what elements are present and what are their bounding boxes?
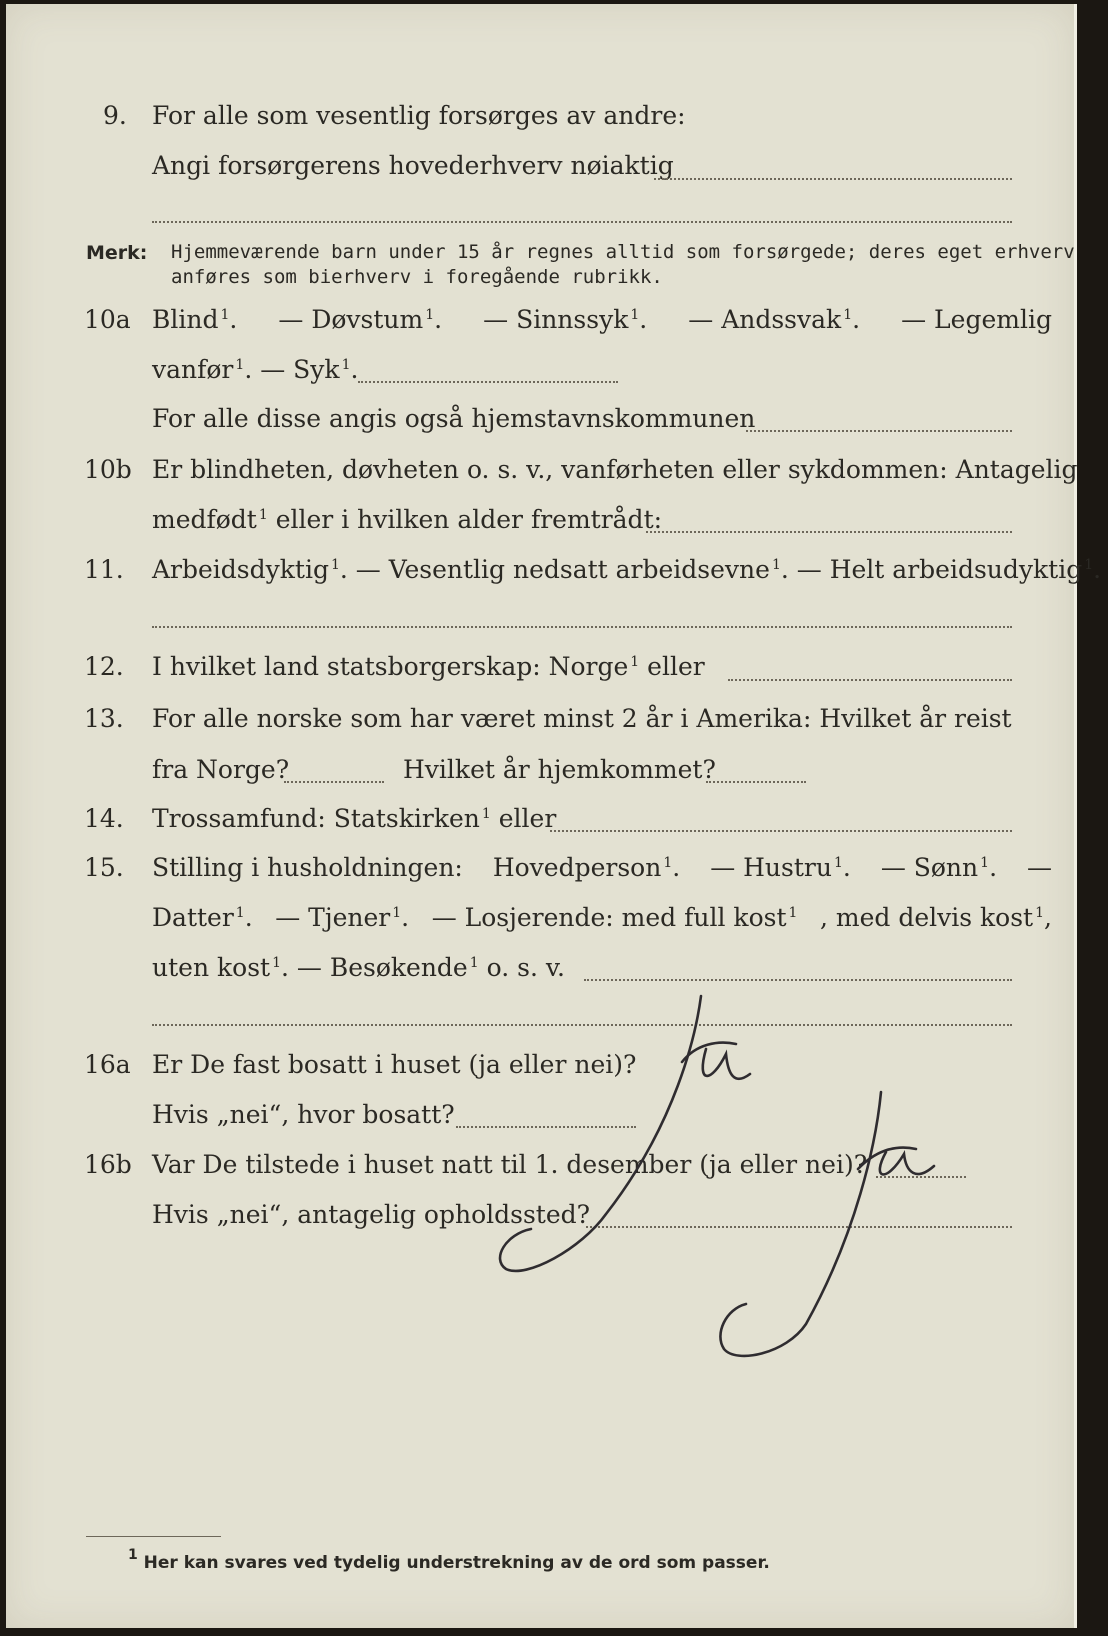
option: — (1026, 853, 1052, 882)
footnote-ref: 1 (235, 357, 245, 373)
question-number: 9. (103, 101, 127, 130)
question-13-line2 (6, 755, 1074, 795)
footnote-ref: 1 (425, 307, 435, 323)
question-number: 16a (84, 1050, 131, 1079)
answer-line (456, 1126, 636, 1128)
footnote-ref: 1 (980, 855, 990, 871)
option: Blind (152, 305, 219, 334)
question-11 (6, 555, 1102, 595)
option: — Sinnssyk (483, 305, 629, 334)
option: medfødt (152, 505, 257, 534)
question-options: Stilling i husholdningen: Hovedperson $^1$. — Hustru $^1$. — Sønn $^1$. — (152, 853, 1052, 882)
question-text: Er blindheten, døvheten o. s. v., vanførheten eller sykdommen: Antagelig (152, 455, 1078, 484)
question-10a-line3 (6, 404, 1074, 444)
option: — Losjerende: med full kost (431, 903, 787, 932)
question-16b-line2 (6, 1200, 1074, 1240)
option: Datter (152, 903, 234, 932)
question-text: For alle norske som har været minst 2 år i Amerika: Hvilket år reist (152, 704, 1012, 733)
footnote-ref: 1 (341, 357, 351, 373)
question-text: Var De tilstede i huset natt til 1. desember (ja eller nei)? (152, 1150, 868, 1179)
footnote-ref: 1 (1084, 557, 1094, 573)
question-text: fra Norge? (152, 755, 290, 784)
footnote-ref: 1 (833, 855, 843, 871)
question-text: Hvis „nei“, hvor bosatt? (152, 1100, 455, 1129)
answer-line (706, 781, 806, 783)
option: I hvilket land statsborgerskap: (152, 652, 549, 681)
question-text: For alle som vesentlig forsørges av andre: (152, 101, 686, 130)
answer-line (876, 1176, 966, 1178)
option: — Andssvak (688, 305, 842, 334)
question-text: Hvilket år hjemkommet? (403, 755, 716, 784)
option: eller (490, 804, 557, 833)
footnote-ref: 1 (630, 654, 640, 670)
question-text (152, 505, 662, 534)
question-10b-line2 (6, 505, 1074, 545)
question-10a-line2 (6, 355, 1074, 395)
footnote-ref: 1 (481, 806, 491, 822)
answer-line (152, 221, 1012, 223)
question-text (152, 804, 556, 833)
footnote-ref: 1 (469, 955, 479, 971)
question-number: 11. (84, 555, 124, 584)
footnote-mark: 1 (128, 1547, 138, 1563)
question-number: 10a (84, 305, 131, 334)
footnote-ref: 1 (392, 905, 402, 921)
footnote-ref: 1 (771, 557, 781, 573)
footnote-text: Her kan svares ved tydelig understrekning av de ord som passer. (143, 1553, 770, 1573)
note-label: Merk: (86, 242, 148, 264)
question-text: Arbeidsdyktig $^1$. — Vesentlig nedsatt arbeidsevne $^1$. — Helt arbeidsudyktig $^1$. (152, 555, 1102, 584)
answer-line (584, 979, 1012, 981)
question-15-line3 (6, 953, 1074, 993)
option: eller i hvilken alder fremtrådt: (267, 505, 663, 534)
option: Norge (548, 652, 629, 681)
answer-line (152, 626, 1012, 628)
question-10a (6, 305, 1074, 345)
option: — Syk (252, 355, 340, 384)
footnote-ref: 1 (788, 905, 798, 921)
question-15-line2 (6, 903, 1074, 943)
answer-line (152, 1024, 1012, 1026)
question-text: Hvis „nei“, antagelig opholdssted? (152, 1200, 591, 1229)
option: eller (639, 652, 705, 681)
option: Hovedperson (492, 853, 662, 882)
footnote (126, 1547, 770, 1573)
option: o. s. v. (478, 953, 565, 982)
answer-line (550, 830, 1012, 832)
question-number: 16b (84, 1150, 132, 1179)
footnote-ref: 1 (1035, 905, 1045, 921)
question-text (152, 652, 705, 681)
question-number: 15. (84, 853, 124, 882)
question-12 (6, 652, 1074, 692)
option: , (1044, 903, 1052, 932)
option: — Tjener (275, 903, 391, 932)
note-text: anføres som bierhverv i foregående rubrikk. (171, 266, 663, 288)
option: — Hustru (710, 853, 832, 882)
footnote-ref: 1 (630, 307, 640, 323)
question-14 (6, 804, 1074, 844)
footnote-ref: 1 (235, 905, 245, 921)
option: Arbeidsdyktig (152, 555, 329, 584)
question-number: 10b (84, 455, 132, 484)
question-text: For alle disse angis også hjemstavnskommunen (152, 404, 756, 433)
option: . — Besøkende (281, 953, 468, 982)
option: , med delvis kost (819, 903, 1034, 932)
question-16b (6, 1150, 1074, 1190)
option: — Sønn (880, 853, 979, 882)
option: Trossamfund: (152, 804, 334, 833)
answer-line (586, 1226, 1012, 1228)
option: — Døvstum (278, 305, 424, 334)
question-9-line2 (6, 151, 1074, 191)
question-16a (6, 1050, 1074, 1090)
footnote-ref: 1 (330, 557, 340, 573)
footnote-ref: 1 (272, 955, 281, 971)
option: Stilling i husholdningen: (152, 853, 463, 882)
question-10b (6, 455, 1078, 495)
option: uten kost (152, 953, 271, 982)
question-15 (6, 853, 1074, 893)
answer-line (358, 381, 618, 383)
note-text: Hjemmeværende barn under 15 år regnes alltid som forsørgede; deres eget erhverv (171, 241, 1075, 263)
option: . — Helt arbeidsudyktig (780, 555, 1083, 584)
footnote-rule (86, 1536, 221, 1537)
question-13 (6, 704, 1074, 744)
footnote-ref: 1 (843, 307, 853, 323)
question-options: Blind $^1$. — Døvstum $^1$. — Sinnssyk $^1$. — Andssvak $^1$. — Legemlig (152, 305, 1052, 334)
question-number: 14. (84, 804, 124, 833)
footnote-ref: 1 (258, 507, 268, 523)
option: — Legemlig (901, 305, 1052, 334)
answer-line (646, 531, 1012, 533)
option: Statskirken (333, 804, 480, 833)
question-16a-line2 (6, 1100, 1074, 1140)
question-options: Datter $^1$. — Tjener $^1$. — Losjerende: med full kost $^1$ , med delvis kost $^1$, (152, 903, 1052, 932)
footnote-ref: 1 (220, 307, 230, 323)
option: vanfør (152, 355, 234, 384)
question-text: Er De fast bosatt i huset (ja eller nei)? (152, 1050, 637, 1079)
question-text (152, 953, 565, 982)
answer-line (746, 430, 1012, 432)
option: . — Vesentlig nedsatt arbeidsevne (339, 555, 770, 584)
question-number: 12. (84, 652, 124, 681)
answer-line (284, 781, 384, 783)
question-text: Angi forsørgerens hovederhverv nøiaktig (152, 151, 674, 180)
census-form-page (6, 4, 1102, 1628)
answer-line (728, 679, 1012, 681)
question-9 (6, 101, 1074, 141)
question-number: 13. (84, 704, 124, 733)
question-text: vanfør $^1$. — Syk $^1$. (152, 355, 359, 384)
answer-line (654, 178, 1012, 180)
footnote-ref: 1 (663, 855, 673, 871)
